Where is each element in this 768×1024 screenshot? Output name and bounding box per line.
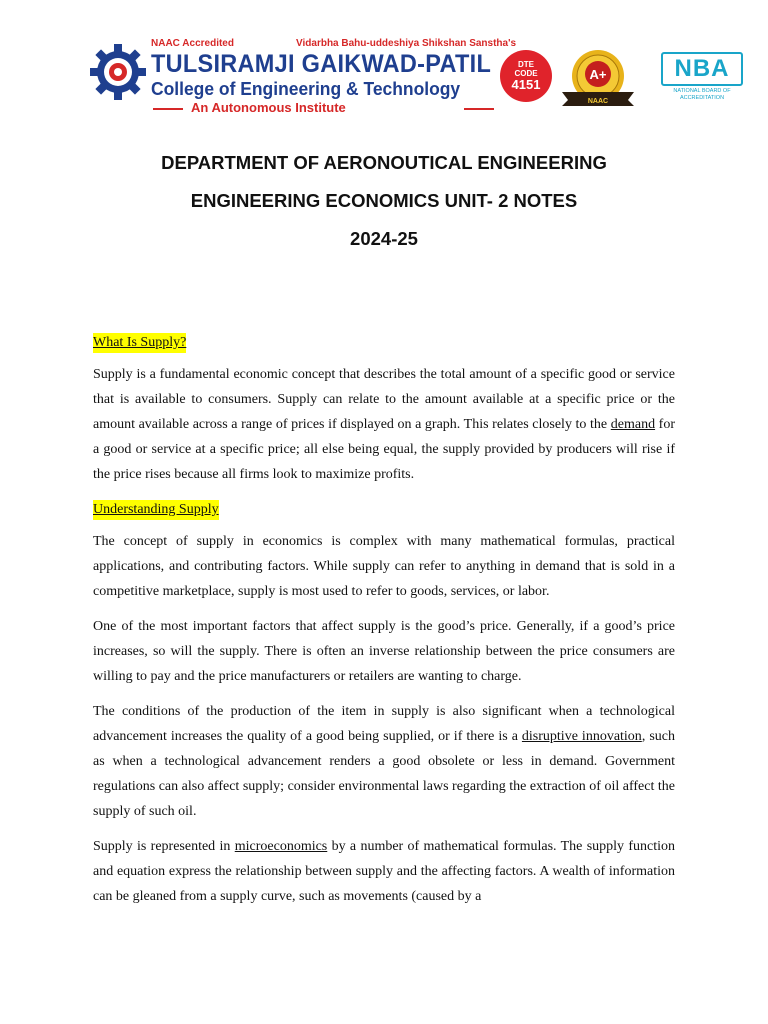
text-span: Supply is represented in xyxy=(93,839,235,854)
autonomous-rule-right xyxy=(464,108,494,110)
paragraph-supply-definition xyxy=(93,362,675,487)
dte-code-badge xyxy=(500,50,552,102)
paragraph-price-factor: One of the most important factors that affect supply is the good’s price. Generally, if a good’s price increases, so will the supply. There is often an inverse relationship between the price consumers are willing to pay and the price manufacturers or retailers are wanting to charge. xyxy=(93,619,675,684)
section-heading-what-is-supply: What Is Supply? xyxy=(93,333,186,353)
institute-header xyxy=(88,38,748,122)
year-title: 2024-25 xyxy=(350,228,418,249)
section-heading-understanding-supply: Understanding Supply xyxy=(93,500,219,520)
autonomous-label: An Autonomous Institute xyxy=(191,100,346,115)
gear-logo-icon xyxy=(88,42,148,102)
text-span: , such as when a technological advancement renders a good obsolete or less in demand. Government regulations can also affect supply; consider environmental laws regarding the extraction of oil affect the supply of such oil. xyxy=(93,729,675,819)
nba-logo-text: NBA xyxy=(661,52,743,86)
paragraph-microeconomics xyxy=(93,834,675,909)
naac-accredited-label: NAAC Accredited xyxy=(151,38,234,49)
department-title: DEPARTMENT OF AERONOUTICAL ENGINEERING xyxy=(161,152,607,173)
subject-title: ENGINEERING ECONOMICS UNIT- 2 NOTES xyxy=(190,190,578,211)
paragraph-production-conditions xyxy=(93,699,675,824)
paragraph-supply-concept: The concept of supply in economics is complex with many mathematical formulas, practical applications, and contributing factors. While supply can refer to anything in demand that is sold in a competitive marketplace, supply is most used to refer to goods, services, or labor. xyxy=(93,534,675,599)
college-name: College of Engineering & Technology xyxy=(151,79,461,99)
naac-grade: A+ xyxy=(589,67,607,82)
naac-seal-icon xyxy=(558,48,638,108)
link-disruptive-innovation[interactable]: disruptive innovation xyxy=(521,729,642,744)
notes-body xyxy=(93,330,675,919)
link-microeconomics[interactable]: microeconomics xyxy=(234,839,328,854)
naac-label: NAAC xyxy=(587,98,609,105)
sanstha-label: Vidarbha Bahu-uddeshiya Shikshan Sanstha's xyxy=(296,38,517,49)
text-span: for a good or service at a specific price; all else being equal, the supply provided by producers will rise if the price rises because all firms look to maximize profits. xyxy=(93,417,676,482)
nba-subtitle: NATIONAL BOARD OF ACCREDITATION xyxy=(673,88,731,101)
link-demand[interactable]: demand xyxy=(610,417,656,432)
nba-logo-icon xyxy=(661,52,743,104)
autonomous-rule-left xyxy=(153,108,183,110)
text-span: The conditions of the production of the item in supply is also significant when a technological advancement increases the quality of a good being supplied, or if there is a xyxy=(93,704,675,744)
text-span: by a number of mathematical formulas. The supply function and equation express the relationship between supply and the affecting factors. A wealth of information can be gleaned from a supply curve, such as movements (caused by a xyxy=(93,839,676,904)
dte-label: DTE CODE xyxy=(514,60,538,78)
dte-code: 4151 xyxy=(511,77,541,92)
text-span: Supply is a fundamental economic concept that describes the total amount of a specific good or service that is available to consumers. Supply can relate to the amount available at a specific price or the amount available across a range of prices if displayed on a graph. This relates closely to the xyxy=(93,367,675,432)
institute-name: TULSIRAMJI GAIKWAD-PATIL xyxy=(151,50,492,78)
